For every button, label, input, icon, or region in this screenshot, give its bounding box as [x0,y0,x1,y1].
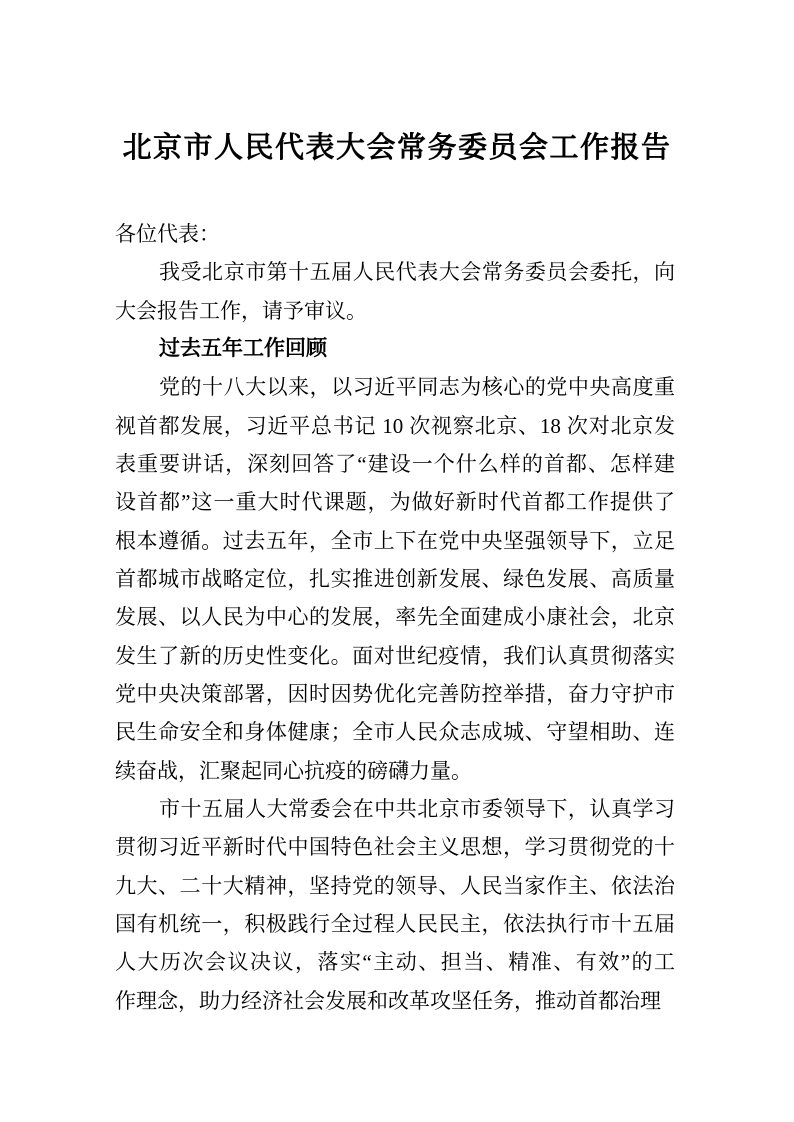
text-line: 人大历次会议决议，落实“主动、担当、精准、有效”的工 [115,950,675,975]
text-line: 市十五届人大常委会在中共北京市委领导下，认真学习 [159,796,675,821]
salutation: 各位代表： [115,222,220,246]
text-line: 设首都”这一重大时代课题，为做好新时代首都工作提供了 [115,490,675,515]
text-line: 首都城市战略定位，扎实推进创新发展、绿色发展、高质量 [115,566,675,591]
text-line: 根本遵循。过去五年，全市上下在党中央坚强领导下，立足 [115,528,675,553]
text-line: 发生了新的历史性变化。面对世纪疫情，我们认真贯彻落实 [115,643,675,668]
text-line: 我受北京市第十五届人民代表大会常务委员会委托，向 [159,260,675,285]
text-line: 表重要讲话，深刻回答了“建设一个什么样的首都、怎样建 [115,451,675,476]
text-line: 国有机统一，积极践行全过程人民民主，依法执行市十五届 [115,911,675,936]
text-line: 发展、以人民为中心的发展，率先全面建成小康社会，北京 [115,605,675,630]
text-line: 大会报告工作，请予审议。 [115,298,367,323]
text-line: 作理念，助力经济社会发展和改革攻坚任务，推动首都治理 [115,988,661,1013]
text-line: 民生命安全和身体健康；全市人民众志成城、守望相助、连 [115,720,675,745]
document-title: 北京市人民代表大会常务委员会工作报告 [122,132,672,164]
text-line: 视首都发展，习近平总书记 10 次视察北京、18 次对北京发 [115,413,675,438]
section-heading: 过去五年工作回顾 [159,336,327,360]
text-line: 党的十八大以来，以习近平同志为核心的党中央高度重 [159,375,675,400]
document-body [115,215,675,1020]
text-line: 续奋战，汇聚起同心抗疫的磅礴力量。 [115,758,472,783]
text-line: 九大、二十大精神，坚持党的领导、人民当家作主、依法治 [115,873,675,898]
text-line: 贯彻习近平新时代中国特色社会主义思想，学习贯彻党的十 [115,835,675,860]
text-line: 党中央决策部署，因时因势优化完善防控举措，奋力守护市 [115,681,675,706]
